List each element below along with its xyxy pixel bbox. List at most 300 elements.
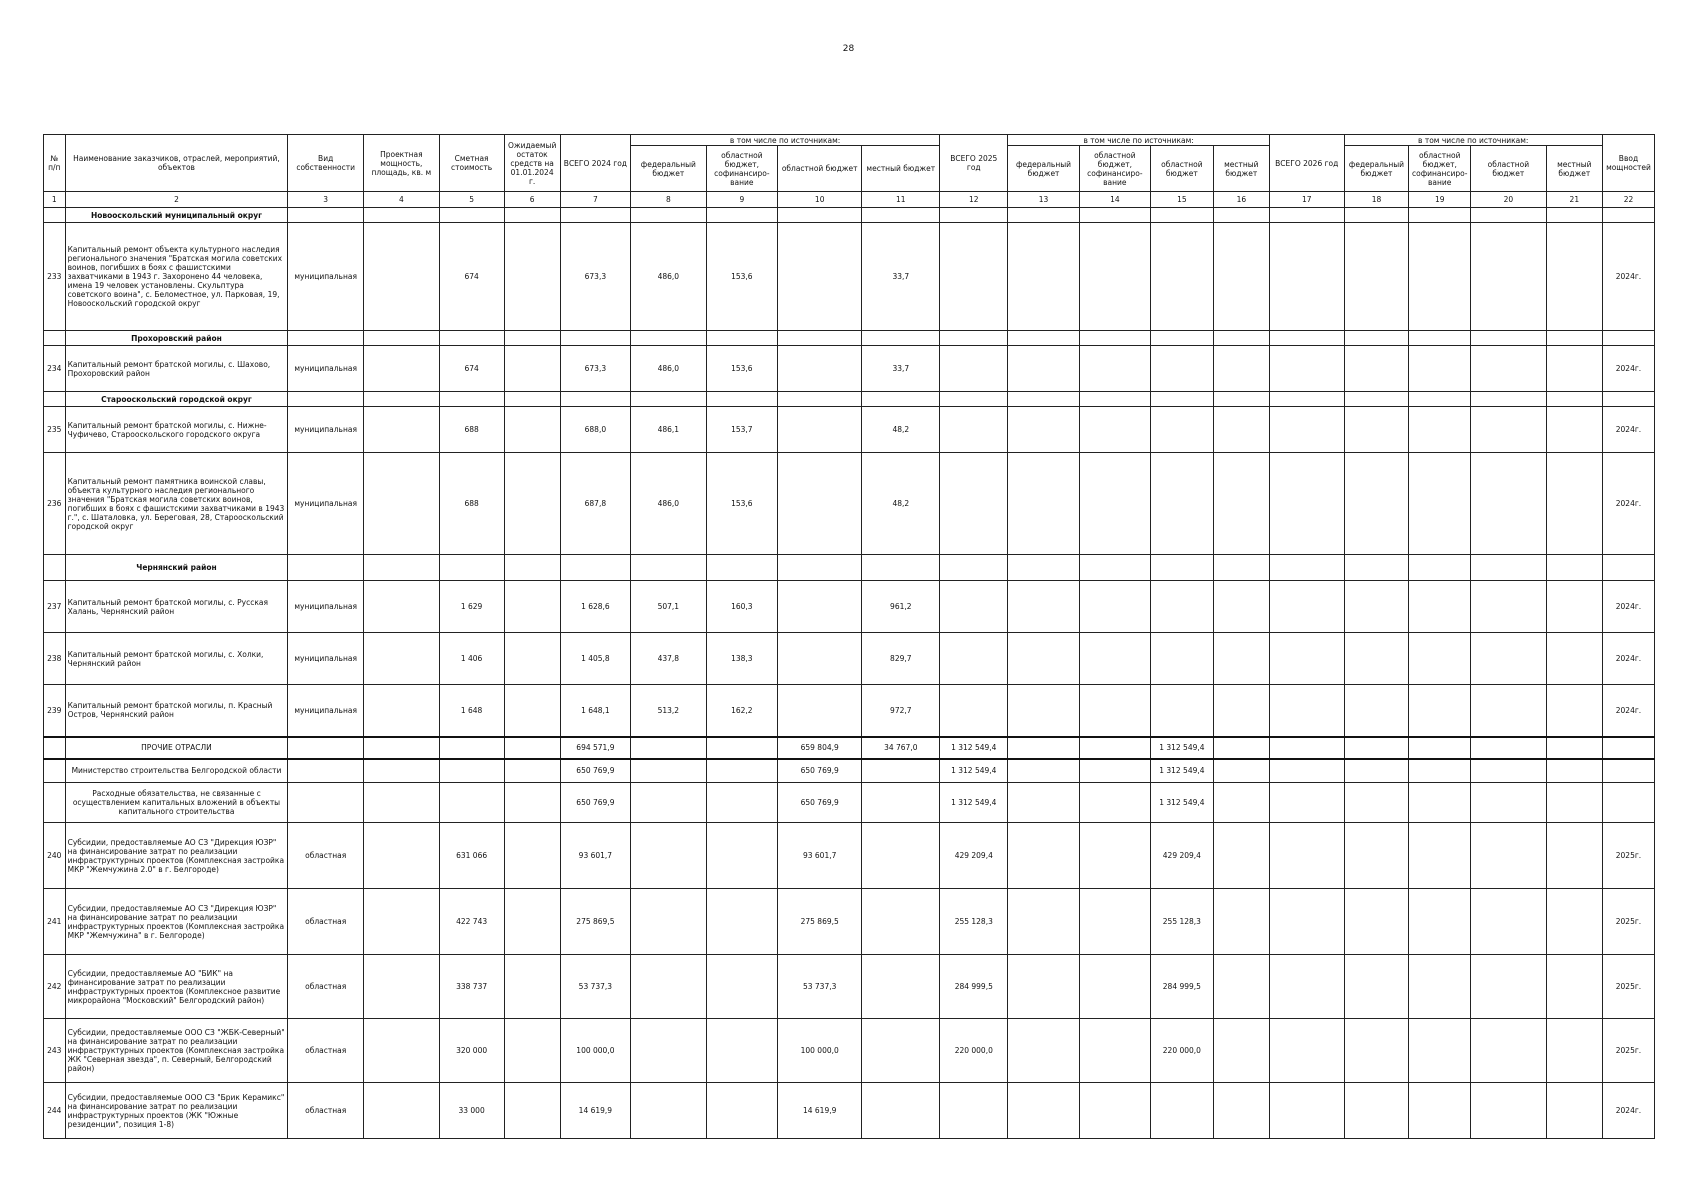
table-row	[44, 223, 1655, 331]
empty-cell	[1546, 392, 1602, 407]
cell-rc26	[1409, 685, 1471, 737]
cell-f26	[1344, 223, 1409, 331]
empty-cell	[1409, 392, 1471, 407]
cell-l24	[862, 1083, 940, 1139]
empty-cell	[1546, 555, 1602, 581]
empty-cell	[1213, 392, 1269, 407]
cell-f24	[631, 1083, 707, 1139]
table-row	[44, 823, 1655, 889]
column-number: 3	[288, 192, 364, 208]
cell-name: Капитальный ремонт объекта культурного наследия регионального значения "Братская могила советских воинов, погибших в боях с фашистскими захватчиками в 1943 г. Захоронено 44 человека, имена 19 человек установлены. Скульптура советского воина", с. Беломестное, ул. Парковая, 19, Новооскольский городской округ	[65, 223, 288, 331]
empty-cell	[1269, 392, 1344, 407]
empty-cell	[1602, 783, 1654, 823]
cell-t24: 694 571,9	[560, 737, 630, 759]
cell-t25: 255 128,3	[940, 889, 1008, 955]
cell-l24: 829,7	[862, 633, 940, 685]
cell-own: областная	[288, 1083, 364, 1139]
cell-cost: 1 648	[439, 685, 504, 737]
column-number: 16	[1213, 192, 1269, 208]
cell-name: Капитальный ремонт братской могилы, с. Нижне-Чуфичево, Старооскольского городского округа	[65, 407, 288, 453]
cell-r24: 93 601,7	[778, 823, 862, 889]
empty-cell	[1409, 783, 1471, 823]
cell-l24	[862, 823, 940, 889]
empty-cell	[1344, 555, 1409, 581]
cell-rc24	[706, 1083, 777, 1139]
cell-t26	[1269, 1019, 1344, 1083]
cell-own: муниципальная	[288, 633, 364, 685]
cell-t24: 687,8	[560, 453, 630, 555]
header-local: местный бюджет	[1546, 146, 1602, 192]
cell-name: Субсидии, предоставляемые АО СЗ "Дирекция ЮЗР" на финансирование затрат по реализации инфраструктурных проектов (Комплексная застройка МКР "Жемчужина 2.0" в г. Белгороде)	[65, 823, 288, 889]
empty-cell	[288, 759, 364, 783]
empty-cell	[940, 331, 1008, 346]
cell-t24: 673,3	[560, 346, 630, 392]
cell-rc25	[1079, 823, 1150, 889]
empty-cell	[631, 555, 707, 581]
cell-f25	[1008, 581, 1079, 633]
header-commissioning: Ввод мощностей	[1602, 135, 1654, 192]
cell-cost: 338 737	[439, 955, 504, 1019]
cell-l26	[1546, 633, 1602, 685]
header-regional-cofin: областной бюджет, софинансиро-вание	[706, 146, 777, 192]
empty-cell	[504, 331, 560, 346]
cell-vvod: 2024г.	[1602, 1083, 1654, 1139]
column-number: 8	[631, 192, 707, 208]
cell-t26	[1269, 223, 1344, 331]
cell-no: 237	[44, 581, 66, 633]
cell-no: 239	[44, 685, 66, 737]
cell-name: Капитальный ремонт памятника воинской славы, объекта культурного наследия регионального значения "Братская могила советских воинов, погибших в боях с фашистскими захватчиками в 1943 г.", с. Шаталовка, ул. Береговая, 28, Старооскольский городской округ	[65, 453, 288, 555]
empty-cell	[504, 208, 560, 223]
cell-cap	[364, 1019, 440, 1083]
cell-no: 236	[44, 453, 66, 555]
cell-rc24	[706, 955, 777, 1019]
cell-rc25	[1079, 633, 1150, 685]
cell-own: муниципальная	[288, 685, 364, 737]
cell-r25	[1151, 346, 1214, 392]
cell-rc24: 153,6	[706, 346, 777, 392]
cell-r26	[1471, 1019, 1547, 1083]
empty-cell	[778, 331, 862, 346]
cell-name: Расходные обязательства, не связанные с осуществлением капитальных вложений в объекты капитального строительства	[65, 783, 288, 823]
cell-no: 242	[44, 955, 66, 1019]
empty-cell	[631, 392, 707, 407]
header-name: Наименование заказчиков, отраслей, мероприятий, объектов	[65, 135, 288, 192]
empty-cell	[1602, 331, 1654, 346]
cell-name: Капитальный ремонт братской могилы, п. Красный Остров, Чернянский район	[65, 685, 288, 737]
cell-rc25	[1079, 1083, 1150, 1139]
empty-cell	[1151, 555, 1214, 581]
cell-l25	[1213, 223, 1269, 331]
empty-cell	[439, 783, 504, 823]
empty-cell	[504, 783, 560, 823]
empty-cell	[44, 331, 66, 346]
empty-cell	[1008, 783, 1079, 823]
cell-l25	[1213, 1083, 1269, 1139]
cell-f26	[1344, 346, 1409, 392]
empty-cell	[364, 331, 440, 346]
cell-vvod: 2024г.	[1602, 223, 1654, 331]
cell-t24: 275 869,5	[560, 889, 630, 955]
cell-r25	[1151, 581, 1214, 633]
empty-cell	[364, 392, 440, 407]
column-number: 1	[44, 192, 66, 208]
cell-rc26	[1409, 1019, 1471, 1083]
column-number: 15	[1151, 192, 1214, 208]
cell-t26	[1269, 453, 1344, 555]
empty-cell	[439, 392, 504, 407]
header-regional: областной бюджет	[1151, 146, 1214, 192]
cell-rc24	[706, 1019, 777, 1083]
cell-l24	[862, 889, 940, 955]
cell-f26	[1344, 581, 1409, 633]
header-local: местный бюджет	[1213, 146, 1269, 192]
cell-l24	[862, 759, 940, 783]
empty-cell	[1471, 331, 1547, 346]
cell-l26	[1546, 346, 1602, 392]
cell-f25	[1008, 1019, 1079, 1083]
cell-t24: 688,0	[560, 407, 630, 453]
cell-rc26	[1409, 346, 1471, 392]
cell-r26	[1471, 633, 1547, 685]
empty-cell	[1344, 737, 1409, 759]
cell-f24	[631, 823, 707, 889]
cell-cap	[364, 685, 440, 737]
cell-f25	[1008, 346, 1079, 392]
column-number: 12	[940, 192, 1008, 208]
empty-cell	[288, 392, 364, 407]
header-ownership: Вид собственности	[288, 135, 364, 192]
cell-name: ПРОЧИЕ ОТРАСЛИ	[65, 737, 288, 759]
empty-cell	[862, 208, 940, 223]
empty-cell	[1546, 331, 1602, 346]
header-sources-2026: в том числе по источникам:	[1344, 135, 1602, 146]
cell-cost: 422 743	[439, 889, 504, 955]
empty-cell	[1546, 737, 1602, 759]
cell-f24	[631, 889, 707, 955]
empty-cell	[1409, 737, 1471, 759]
table-row	[44, 633, 1655, 685]
cell-l24: 48,2	[862, 407, 940, 453]
empty-cell	[1409, 759, 1471, 783]
cell-r24	[778, 581, 862, 633]
cell-cap	[364, 453, 440, 555]
section-row	[44, 208, 1655, 223]
empty-cell	[1151, 331, 1214, 346]
cell-r24	[778, 453, 862, 555]
cell-f24	[631, 1019, 707, 1083]
cell-f24: 486,0	[631, 453, 707, 555]
cell-cost: 1 406	[439, 633, 504, 685]
empty-cell	[1008, 208, 1079, 223]
header-total-2026: ВСЕГО 2026 год	[1269, 135, 1344, 192]
empty-cell	[1213, 783, 1269, 823]
empty-cell	[560, 208, 630, 223]
empty-cell	[1079, 759, 1150, 783]
cell-f26	[1344, 889, 1409, 955]
cell-own: муниципальная	[288, 581, 364, 633]
cell-f24: 486,1	[631, 407, 707, 453]
empty-cell	[1344, 208, 1409, 223]
column-number: 6	[504, 192, 560, 208]
cell-rc25	[1079, 955, 1150, 1019]
cell-r25	[1151, 1083, 1214, 1139]
cell-f24: 513,2	[631, 685, 707, 737]
cell-r24: 14 619,9	[778, 1083, 862, 1139]
cell-f26	[1344, 1019, 1409, 1083]
empty-cell	[1008, 331, 1079, 346]
cell-cap	[364, 889, 440, 955]
cell-f26	[1344, 1083, 1409, 1139]
empty-cell	[1344, 392, 1409, 407]
column-number: 20	[1471, 192, 1547, 208]
cell-no: 234	[44, 346, 66, 392]
cell-name: Министерство строительства Белгородской области	[65, 759, 288, 783]
cell-l25	[1213, 581, 1269, 633]
empty-cell	[1602, 392, 1654, 407]
cell-f26	[1344, 407, 1409, 453]
header-remaining: Ожидаемый остаток средств на 01.01.2024 г.	[504, 135, 560, 192]
header-no: № п/п	[44, 135, 66, 192]
cell-r26	[1471, 581, 1547, 633]
cell-no: 233	[44, 223, 66, 331]
cell-l26	[1546, 685, 1602, 737]
empty-cell	[1471, 392, 1547, 407]
empty-cell	[560, 331, 630, 346]
cell-t25	[940, 453, 1008, 555]
empty-cell	[778, 555, 862, 581]
header-cost: Сметная стоимость	[439, 135, 504, 192]
cell-rc26	[1409, 633, 1471, 685]
column-number: 19	[1409, 192, 1471, 208]
cell-vvod: 2025г.	[1602, 955, 1654, 1019]
empty-cell	[1213, 555, 1269, 581]
empty-cell	[631, 737, 707, 759]
header-regional-cofin: областной бюджет, софинансиро-вание	[1409, 146, 1471, 192]
section-title: Прохоровский район	[65, 331, 288, 346]
table-row	[44, 685, 1655, 737]
cell-rc25	[1079, 1019, 1150, 1083]
empty-cell	[364, 555, 440, 581]
cell-l26	[1546, 223, 1602, 331]
cell-t26	[1269, 823, 1344, 889]
cell-t26	[1269, 1083, 1344, 1139]
empty-cell	[706, 392, 777, 407]
total-row	[44, 783, 1655, 823]
cell-no: 244	[44, 1083, 66, 1139]
cell-no: 243	[44, 1019, 66, 1083]
empty-cell	[44, 759, 66, 783]
cell-rc26	[1409, 453, 1471, 555]
cell-no: 241	[44, 889, 66, 955]
cell-rc26	[1409, 823, 1471, 889]
cell-f25	[1008, 223, 1079, 331]
cell-rc24	[706, 889, 777, 955]
cell-l24	[862, 955, 940, 1019]
empty-cell	[439, 208, 504, 223]
empty-cell	[44, 783, 66, 823]
cell-l24: 33,7	[862, 346, 940, 392]
cell-own: муниципальная	[288, 453, 364, 555]
cell-cost: 631 066	[439, 823, 504, 889]
empty-cell	[1471, 737, 1547, 759]
cell-t25: 1 312 549,4	[940, 783, 1008, 823]
cell-rc25	[1079, 581, 1150, 633]
empty-cell	[631, 331, 707, 346]
cell-f25	[1008, 955, 1079, 1019]
cell-rc24: 138,3	[706, 633, 777, 685]
cell-name: Субсидии, предоставляемые ООО СЗ "Брик Керамикс" на финансирование затрат по реализации инфраструктурных проектов (ЖК "Южные резиденции", позиция 1-8)	[65, 1083, 288, 1139]
empty-cell	[706, 737, 777, 759]
cell-own: областная	[288, 1019, 364, 1083]
cell-rc26	[1409, 1083, 1471, 1139]
cell-t26	[1269, 633, 1344, 685]
empty-cell	[1008, 737, 1079, 759]
cell-t25	[940, 633, 1008, 685]
column-number: 18	[1344, 192, 1409, 208]
cell-t26	[1269, 581, 1344, 633]
cell-f25	[1008, 407, 1079, 453]
cell-r26	[1471, 823, 1547, 889]
empty-cell	[1344, 783, 1409, 823]
cell-t24: 1 405,8	[560, 633, 630, 685]
cell-vvod: 2024г.	[1602, 453, 1654, 555]
cell-r25	[1151, 685, 1214, 737]
cell-t26	[1269, 685, 1344, 737]
empty-cell	[706, 208, 777, 223]
cell-l25	[1213, 955, 1269, 1019]
table-body	[44, 208, 1655, 1139]
empty-cell	[706, 759, 777, 783]
header-local: местный бюджет	[862, 146, 940, 192]
cell-cap	[364, 955, 440, 1019]
cell-t26	[1269, 407, 1344, 453]
cell-vvod: 2024г.	[1602, 407, 1654, 453]
cell-own: муниципальная	[288, 223, 364, 331]
cell-t25	[940, 346, 1008, 392]
cell-l25	[1213, 1019, 1269, 1083]
cell-r26	[1471, 453, 1547, 555]
cell-own: областная	[288, 823, 364, 889]
cell-rc25	[1079, 407, 1150, 453]
cell-f24: 437,8	[631, 633, 707, 685]
cell-cost: 320 000	[439, 1019, 504, 1083]
cell-rem	[504, 1019, 560, 1083]
empty-cell	[504, 555, 560, 581]
cell-r25	[1151, 407, 1214, 453]
cell-r26	[1471, 346, 1547, 392]
empty-cell	[1546, 783, 1602, 823]
cell-vvod: 2024г.	[1602, 346, 1654, 392]
cell-r26	[1471, 407, 1547, 453]
cell-r26	[1471, 955, 1547, 1019]
cell-rc24: 162,2	[706, 685, 777, 737]
cell-l25	[1213, 889, 1269, 955]
cell-f25	[1008, 633, 1079, 685]
cell-own: муниципальная	[288, 407, 364, 453]
cell-t25	[940, 685, 1008, 737]
empty-cell	[1471, 555, 1547, 581]
cell-t25: 429 209,4	[940, 823, 1008, 889]
cell-l26	[1546, 955, 1602, 1019]
cell-t24: 1 648,1	[560, 685, 630, 737]
empty-cell	[1213, 737, 1269, 759]
cell-t26	[1269, 346, 1344, 392]
cell-cost: 688	[439, 453, 504, 555]
cell-l24: 34 767,0	[862, 737, 940, 759]
column-number-row	[44, 192, 1655, 208]
page-number: 28	[842, 44, 855, 54]
total-row	[44, 737, 1655, 759]
empty-cell	[778, 208, 862, 223]
cell-r26	[1471, 1083, 1547, 1139]
empty-cell	[288, 737, 364, 759]
empty-cell	[778, 392, 862, 407]
empty-cell	[560, 392, 630, 407]
cell-r25	[1151, 223, 1214, 331]
section-row	[44, 331, 1655, 346]
cell-f25	[1008, 1083, 1079, 1139]
empty-cell	[1269, 331, 1344, 346]
cell-vvod: 2024г.	[1602, 581, 1654, 633]
cell-cost: 674	[439, 223, 504, 331]
header-regional: областной бюджет	[1471, 146, 1547, 192]
cell-r25: 255 128,3	[1151, 889, 1214, 955]
empty-cell	[1546, 759, 1602, 783]
empty-cell	[1602, 737, 1654, 759]
empty-cell	[1602, 759, 1654, 783]
cell-cost: 688	[439, 407, 504, 453]
cell-l25	[1213, 823, 1269, 889]
cell-f24: 486,0	[631, 346, 707, 392]
cell-f26	[1344, 823, 1409, 889]
cell-l25	[1213, 407, 1269, 453]
table-row	[44, 453, 1655, 555]
cell-f26	[1344, 633, 1409, 685]
cell-l24: 33,7	[862, 223, 940, 331]
empty-cell	[1079, 208, 1150, 223]
cell-r24	[778, 407, 862, 453]
empty-cell	[504, 759, 560, 783]
cell-rc25	[1079, 223, 1150, 331]
cell-cost: 674	[439, 346, 504, 392]
header-regional: областной бюджет	[778, 146, 862, 192]
cell-f25	[1008, 453, 1079, 555]
cell-vvod: 2025г.	[1602, 823, 1654, 889]
cell-f25	[1008, 685, 1079, 737]
empty-cell	[439, 331, 504, 346]
empty-cell	[631, 759, 707, 783]
cell-t25	[940, 223, 1008, 331]
empty-cell	[706, 331, 777, 346]
cell-rem	[504, 1083, 560, 1139]
column-number: 14	[1079, 192, 1150, 208]
table-header	[44, 135, 1655, 208]
cell-vvod: 2024г.	[1602, 685, 1654, 737]
cell-l24: 48,2	[862, 453, 940, 555]
empty-cell	[862, 555, 940, 581]
column-number: 5	[439, 192, 504, 208]
empty-cell	[504, 392, 560, 407]
cell-own: муниципальная	[288, 346, 364, 392]
cell-f26	[1344, 955, 1409, 1019]
cell-rc25	[1079, 889, 1150, 955]
empty-cell	[1008, 759, 1079, 783]
header-federal: федеральный бюджет	[1344, 146, 1409, 192]
cell-t24: 650 769,9	[560, 783, 630, 823]
cell-l24: 961,2	[862, 581, 940, 633]
table-row	[44, 346, 1655, 392]
